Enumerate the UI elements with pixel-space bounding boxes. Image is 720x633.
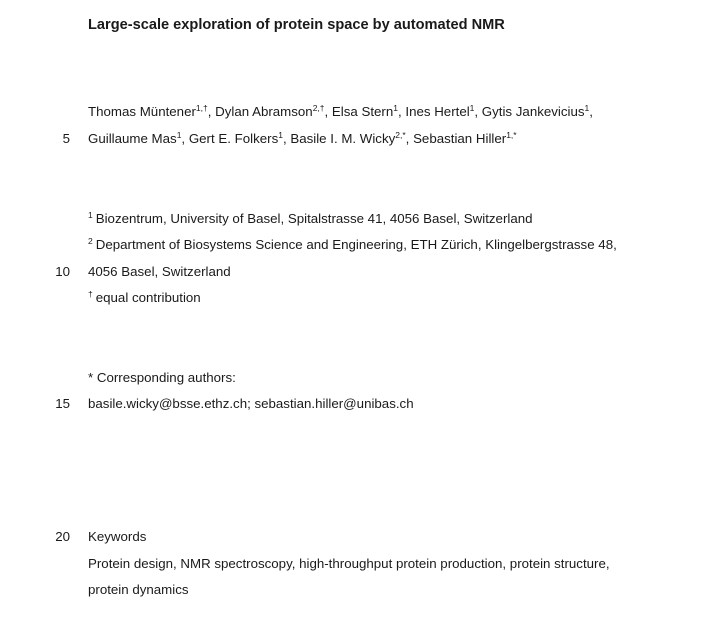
- affiliation-marker: 2: [88, 236, 93, 246]
- author-affiliation-marker: 1: [584, 103, 590, 113]
- affiliation-2-continued: [88, 264, 231, 279]
- author-line-1: Thomas Müntener$^{1,\dagger}$, Dylan Abramson$^{2,\dagger}$, Elsa Stern$^1$, Ines Hertel$^1$, Gytis Jankevicius$^1$,: [88, 103, 593, 119]
- paper-title: Large-scale exploration of protein space by automated NMR: [88, 17, 505, 33]
- author-name: Guillaume Mas: [88, 131, 177, 146]
- author-affiliation-marker: 1: [176, 130, 182, 140]
- author-affiliation-marker: 1: [469, 103, 475, 113]
- author-name: Basile I. M. Wicky: [290, 131, 396, 146]
- corresponding-authors-label: * Corresponding authors:: [88, 370, 236, 385]
- author-affiliation-marker: 1: [393, 103, 398, 113]
- author-name: Dylan Abramson: [215, 104, 313, 119]
- equal-contribution-marker: †: [88, 289, 93, 299]
- affiliation-text: Biozentrum, University of Basel, Spitalstrasse 41, 4056 Basel, Switzerland: [95, 211, 533, 226]
- line-number: 10: [55, 264, 70, 279]
- author-affiliation-marker: 1,*: [506, 130, 517, 140]
- affiliation-2: [88, 237, 617, 252]
- corresponding-emails: basile.wicky@bsse.ethz.ch; sebastian.hiller@unibas.ch: [88, 396, 414, 411]
- equal-contribution-note: [88, 290, 201, 305]
- author-affiliation-marker: 2,†: [312, 103, 325, 113]
- affiliation-1: [88, 211, 533, 226]
- author-line-2: Guillaume Mas$^1$, Gert E. Folkers$^1$, Basile I. M. Wicky$^{2,*}$, Sebastian Hiller$^{1,*}$: [88, 130, 517, 146]
- line-number: 20: [55, 529, 70, 544]
- line-number: 5: [62, 131, 70, 146]
- author-affiliation-marker: 1: [278, 130, 283, 140]
- keywords-heading: Keywords: [88, 529, 147, 544]
- author-name: Gytis Jankevicius: [481, 104, 585, 119]
- affiliation-text: Department of Biosystems Science and Engineering, ETH Zürich, Klingelbergstrasse 48,: [95, 237, 617, 252]
- line-number: 15: [55, 396, 70, 411]
- author-name: Sebastian Hiller: [413, 131, 507, 146]
- affiliation-marker: 1: [88, 210, 93, 220]
- author-affiliation-marker: 1,†: [195, 103, 208, 113]
- author-name: Ines Hertel: [405, 104, 470, 119]
- keywords-line-2: protein dynamics: [88, 582, 189, 597]
- keywords-line-1: Protein design, NMR spectroscopy, high-throughput protein production, protein structure,: [88, 556, 610, 571]
- equal-contribution-text: equal contribution: [95, 290, 201, 305]
- author-name: Gert E. Folkers: [188, 131, 279, 146]
- affiliation-text: 4056 Basel, Switzerland: [88, 264, 231, 279]
- author-affiliation-marker: 2,*: [395, 130, 406, 140]
- author-name: Thomas Müntener: [88, 104, 196, 119]
- author-name: Elsa Stern: [331, 104, 394, 119]
